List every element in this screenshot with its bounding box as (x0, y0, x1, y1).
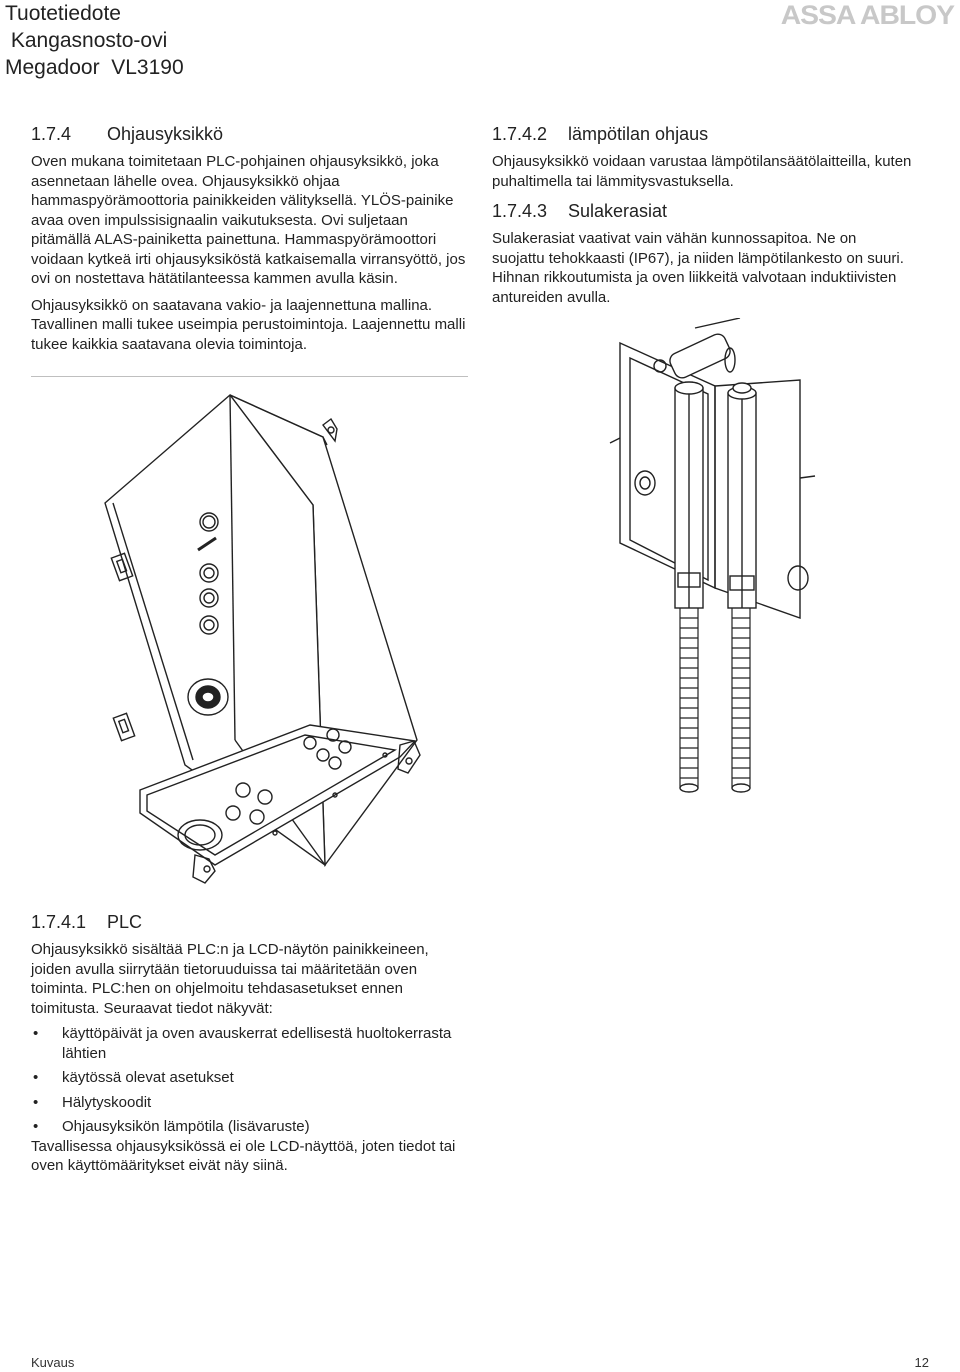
doc-type: Tuotetiedote (5, 2, 121, 25)
divider (31, 376, 468, 377)
list-item: • käyttöpäivät ja oven avauskerrat edellisestä huoltokerrasta lähtien (31, 1024, 471, 1063)
subsection-number: 1.7.4.2 (492, 124, 548, 144)
subsection-heading (31, 910, 471, 934)
subsection-title: Sulakerasiat (568, 201, 668, 221)
brand-logo: ASSA ABLOY (780, 0, 954, 30)
paragraph: Ohjausyksikkö sisältää PLC:n ja LCD-näytön painikkeineen, joiden avulla siirrytään tietoruuduissa tai määritetään oven toiminta. PLC:hen on ohjelmoitu tehdasasetukset ennen toimitusta. Seuraavat tiedot näkyvät: (31, 941, 429, 1017)
subsection-number: 1.7.4.1 (31, 912, 87, 932)
paragraph: Ohjausyksikkö voidaan varustaa lämpötilansäätölaitteilla, kuten puhaltimella tai lämmitysvastuksella. (492, 153, 912, 190)
list-item: • Ohjausyksikön lämpötila (lisävaruste) (31, 1117, 471, 1137)
subsection-title: PLC (107, 912, 143, 932)
section-control-unit (31, 122, 471, 361)
section-plc (31, 910, 471, 1183)
list-item: • käytössä olevat asetukset (31, 1068, 471, 1088)
paragraph: Ohjausyksikkö on saatavana vakio- ja laajennettuna mallina. Tavallinen malli tukee useimpia perustoimintoja. Laajennettu malli tukee kaikkia saatavana olevia toimintoja. (31, 296, 466, 353)
section-title: Ohjausyksikkö (107, 124, 224, 144)
product-line: Kangasnosto-ovi (5, 29, 168, 52)
fuse-box-illustration (600, 318, 830, 818)
list-item: • Hälytyskoodit (31, 1093, 471, 1113)
paragraph: Sulakerasiat vaativat vain vähän kunnossapitoa. Ne on suojattu tehokkaasti (IP67), ja niiden lämpötilankesto on suuri. Hihnan rikkoutumista ja oven liikkeitä valvotaan induktiivisten antureiden avulla. (492, 230, 904, 306)
footer-section-label: Kuvaus (31, 1355, 75, 1370)
document-header (5, 0, 184, 81)
product-model: Megadoor VL3190 (5, 56, 184, 79)
paragraph: Tavallisessa ohjausyksikössä ei ole LCD-näyttöä, joten tiedot tai oven käyttömääritykset eivät näy siinä. (31, 1137, 456, 1174)
info-list (31, 1024, 471, 1137)
control-box-illustration (95, 385, 435, 895)
paragraph: Oven mukana toimitetaan PLC-pohjainen ohjausyksikkö, joka asennetaan lähelle ovea. Ohjausyksikkö ohjaa hammaspyörämoottoria painikkeiden välityksellä. YLÖS-painike avaa oven impulssisignaalin vaikutuksesta. Ovi suljetaan pitämällä ALAS-painiketta painettuna. Hammaspyörämoottori voidaan kytkeä irti ohjausyksiköstä katkaisemalla virransyöttö, jos ovi on nostettava hätätilanteessa kammen avulla käsin. (31, 153, 466, 287)
section-number: 1.7.4 (31, 124, 72, 144)
section-temperature (492, 122, 912, 314)
section-heading (31, 122, 471, 146)
subsection-heading (492, 122, 912, 146)
subsection-heading (492, 199, 912, 223)
subsection-number: 1.7.4.3 (492, 201, 548, 221)
page-number: 12 (914, 1355, 929, 1370)
subsection-title: lämpötilan ohjaus (568, 124, 709, 144)
